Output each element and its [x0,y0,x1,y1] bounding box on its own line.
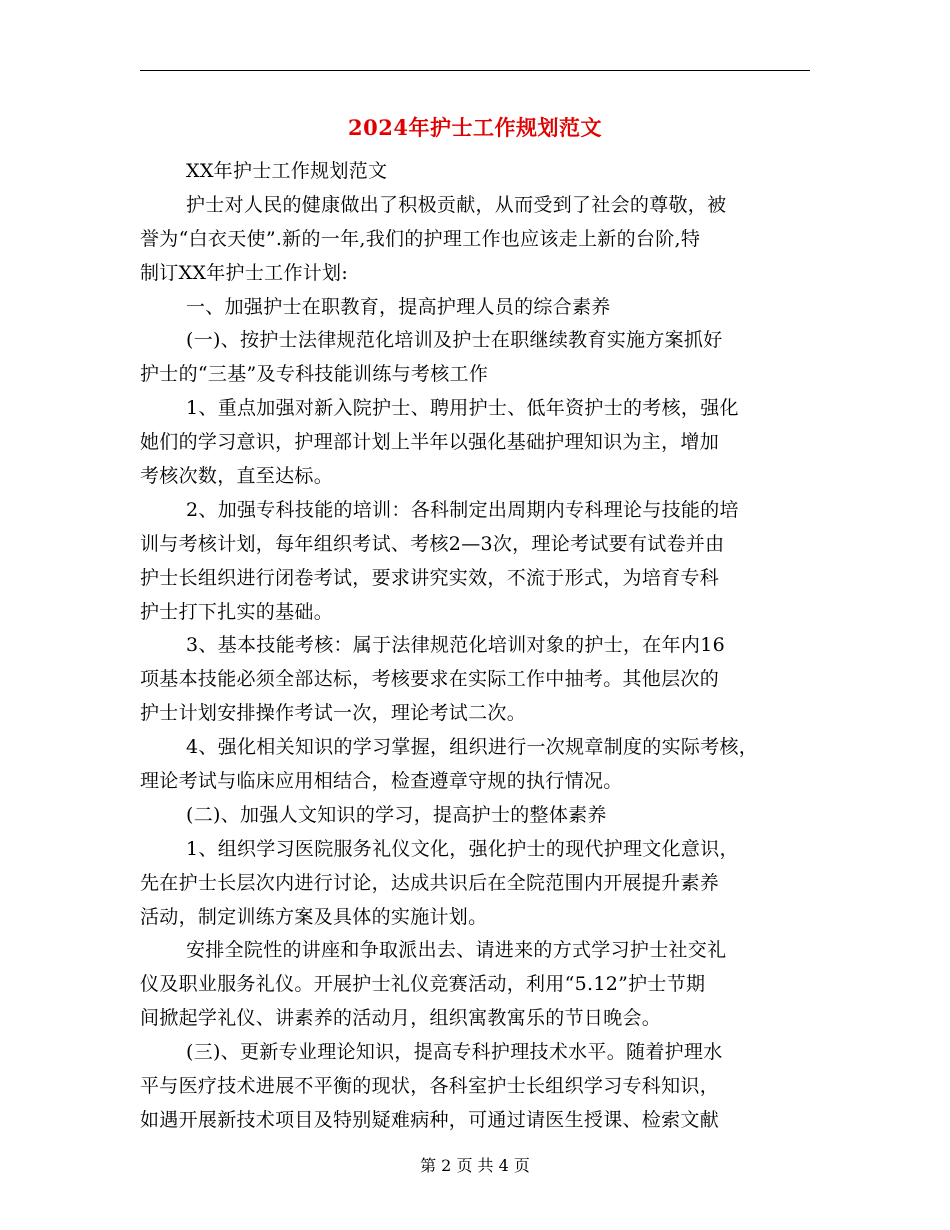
text-line: 如遇开展新技术项目及特别疑难病种，可通过请医生授课、检索文献 [140,1108,720,1131]
text-line: 护士的“三基”及专科技能训练与考核工作 [140,363,489,386]
text-line: (二)、加强人文知识的学习，提高护士的整体素养 [186,803,607,826]
text-line: 护士计划安排操作考试一次，理论考试二次。 [140,702,527,725]
text-line: 平与医疗技术进展不平衡的现状，各科室护士长组织学习专科知识， [140,1075,720,1098]
document-body [140,155,818,1138]
text-line: 训与考核计划，每年组织考试、考核2—3次，理论考试要有试卷并由 [140,532,725,555]
text-line: 安排全院性的讲座和争取派出去、请进来的方式学习护士社交礼 [186,939,727,962]
text-line: XX年护士工作规划范文 [186,160,388,182]
text-line: 1、组织学习医院服务礼仪文化，强化护士的现代护理文化意识， [186,837,739,860]
text-line: 先在护士长层次内进行讨论，达成共识后在全院范围内开展提升素养 [140,871,720,894]
text-line: 护士对人民的健康做出了积极贡献，从而受到了社会的尊敬，被 [186,193,727,216]
text-line: 理论考试与临床应用相结合，检查遵章守规的执行情况。 [140,770,623,793]
header-rule [140,70,810,71]
text-line: 仪及职业服务礼仪。开展护士礼仪竞赛活动，利用“5.12”护士节期 [140,973,706,996]
page-footer: 第 2 页 共 4 页 [420,1156,530,1175]
text-line: 考核次数，直至达标。 [140,465,334,488]
text-line: 3、基本技能考核：属于法律规范化培训对象的护士，在年内16 [186,634,725,657]
text-line: 誉为“白衣天使”.新的一年,我们的护理工作也应该走上新的台阶,特 [140,227,701,250]
text-line: 她们的学习意识，护理部计划上半年以强化基础护理知识为主，增加 [140,431,720,454]
text-line: 护士打下扎实的基础。 [140,600,334,623]
text-line: 项基本技能必须全部达标，考核要求在实际工作中抽考。其他层次的 [140,668,720,691]
text-line: 制订XX年护士工作计划: [140,261,349,284]
text-line: (一)、按护士法律规范化培训及护士在职继续教育实施方案抓好 [186,329,723,352]
text-line: 护士长组织进行闭卷考试，要求讲究实效，不流于形式，为培育专科 [140,566,720,589]
text-line: 活动，制定训练方案及具体的实施计划。 [140,905,488,928]
text-line: 1、重点加强对新入院护士、聘用护士、低年资护士的考核，强化 [186,397,739,420]
text-line: 4、强化相关知识的学习掌握，组织进行一次规章制度的实际考核， [186,736,759,759]
text-line: 2、加强专科技能的培训：各科制定出周期内专科理论与技能的培 [186,498,739,521]
text-line: 间掀起学礼仪、讲素养的活动月，组织寓教寓乐的节日晚会。 [140,1007,662,1030]
document-title: 2024年护士工作规划范文 [348,115,602,140]
text-line: 一、加强护士在职教育，提高护理人员的综合素养 [186,295,611,318]
text-line: (三)、更新专业理论知识，提高专科护理技术水平。随着护理水 [186,1041,723,1064]
